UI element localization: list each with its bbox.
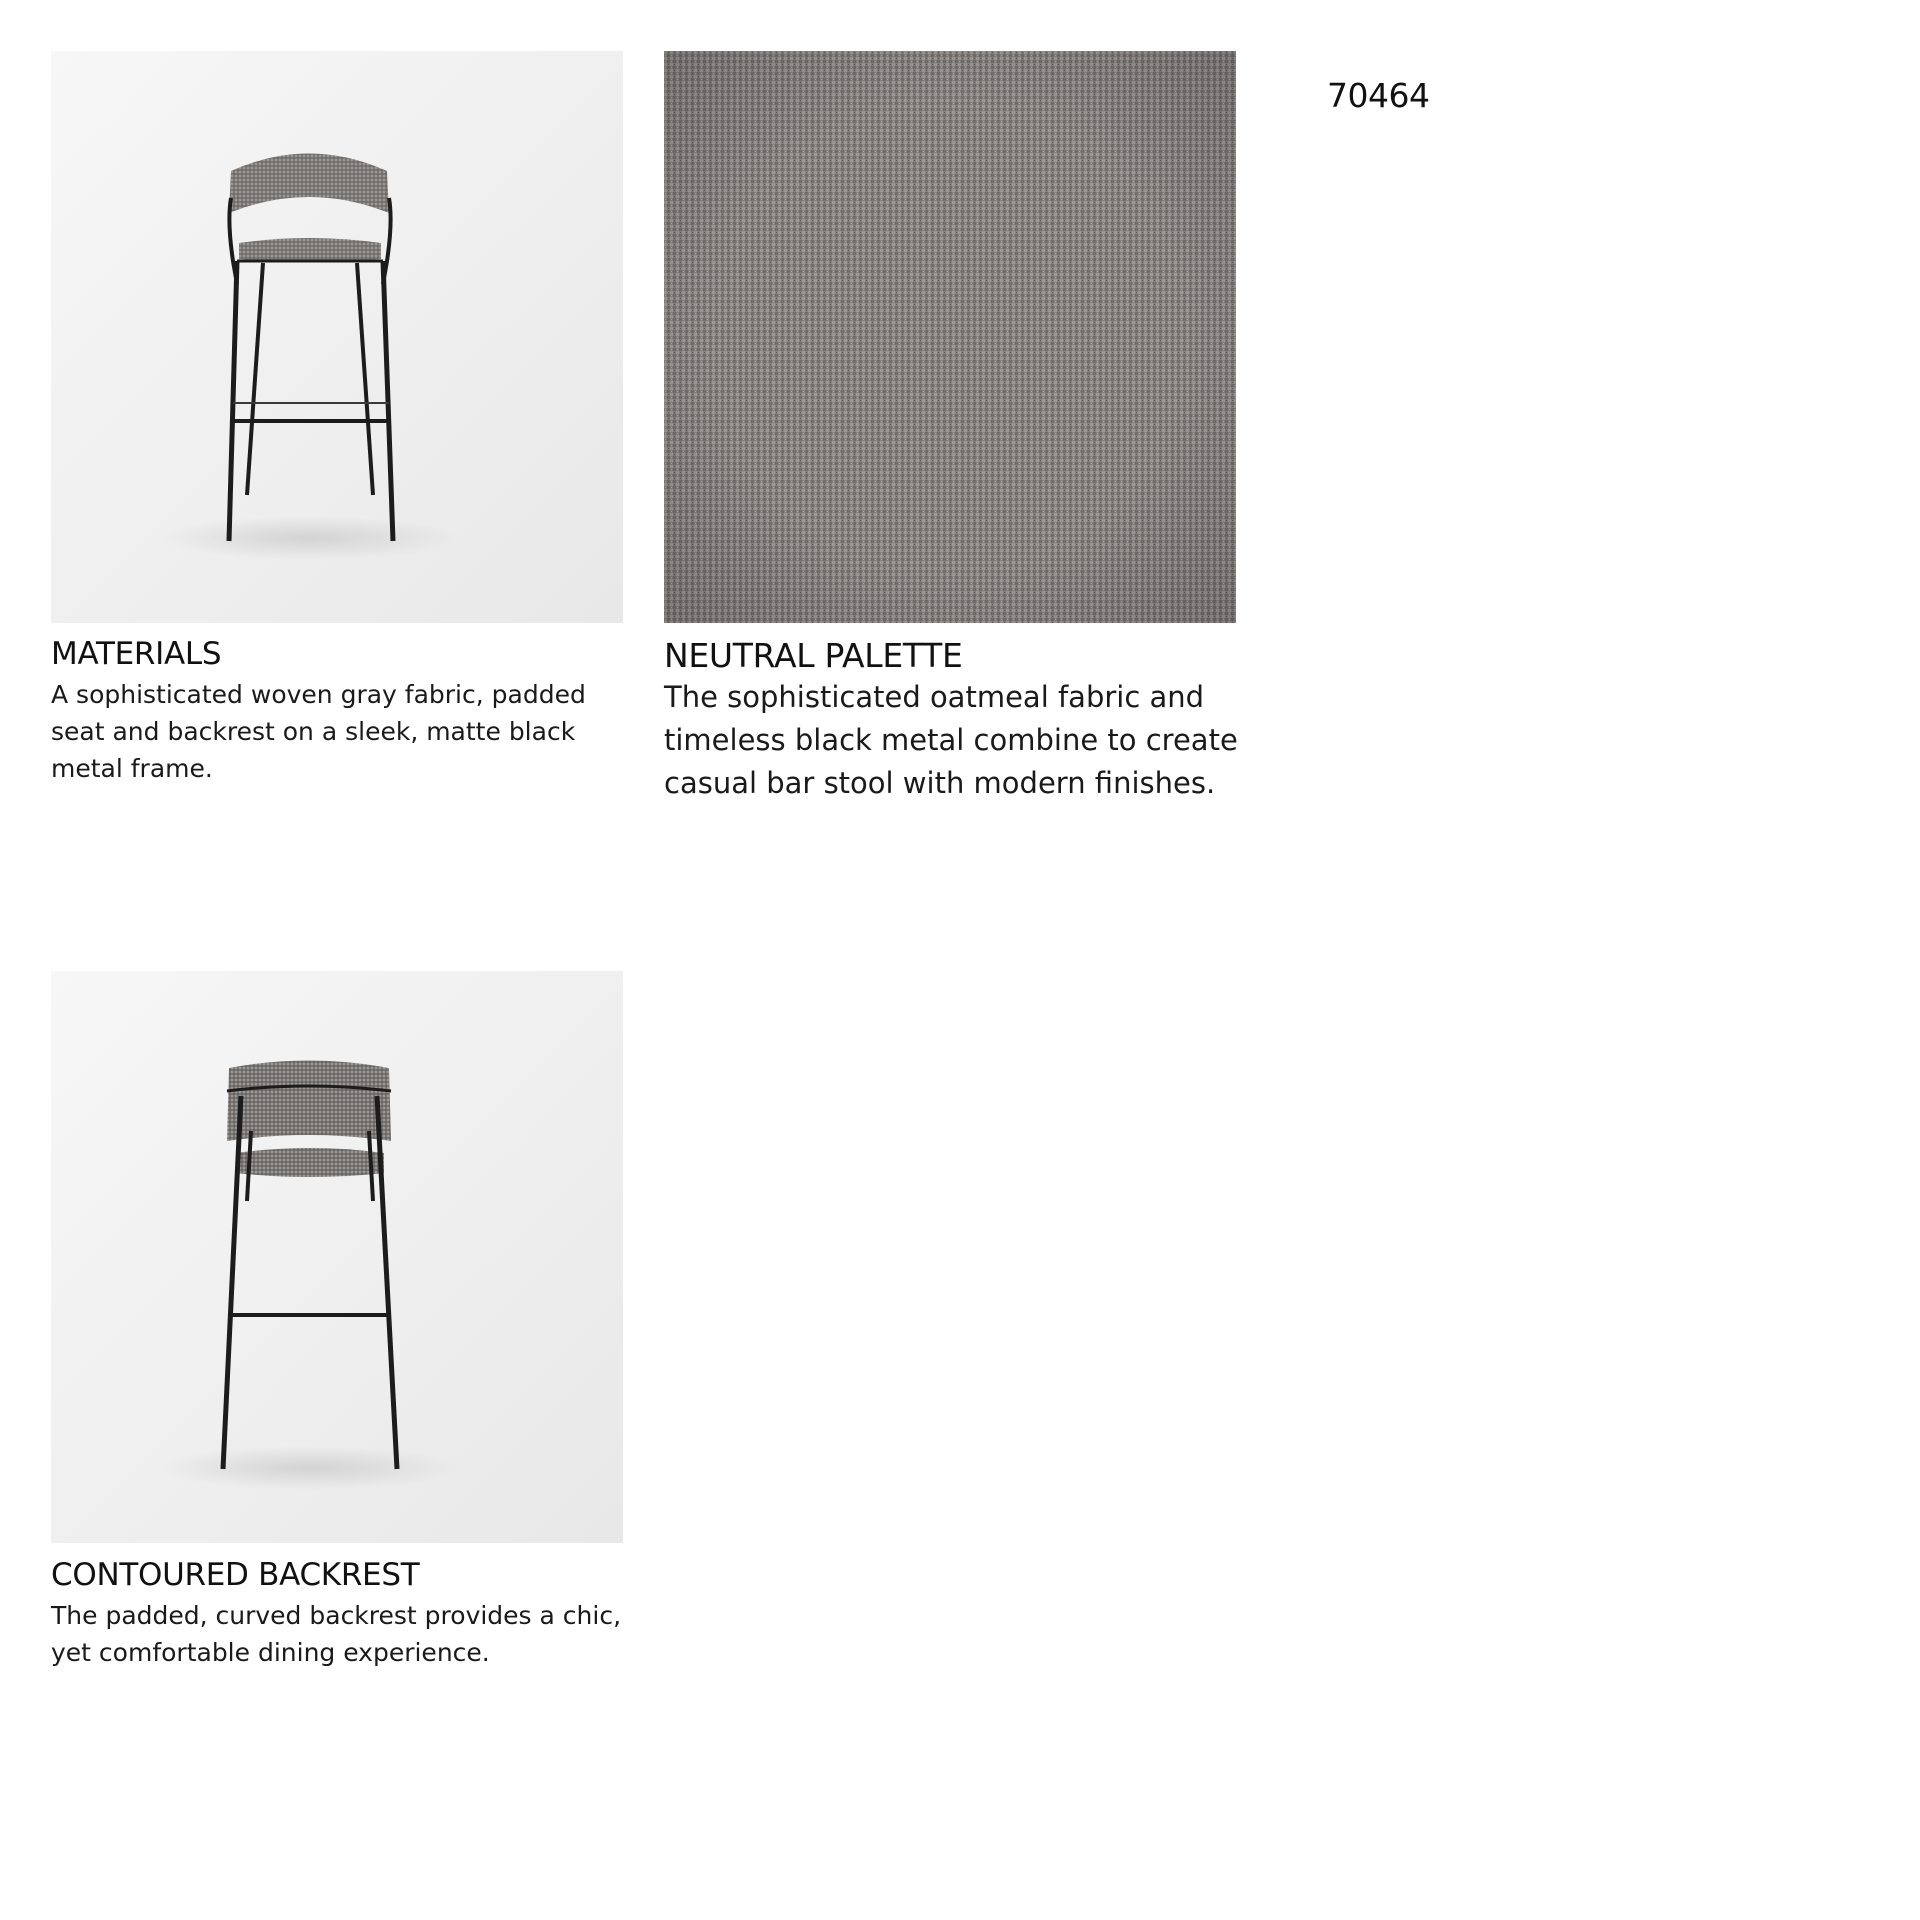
product-sku: 70464 xyxy=(1327,76,1430,115)
card-description-materials: A sophisticated woven gray fabric, padded seat and backrest on a sleek, matte black metal frame. xyxy=(51,680,586,783)
card-title-contoured-backrest: CONTOURED BACKREST xyxy=(51,1557,420,1593)
card-description-contoured-backrest: The padded, curved backrest provides a chic, yet comfortable dining experience. xyxy=(51,1601,622,1667)
product-photo-back xyxy=(51,971,623,1543)
fabric-swatch-image xyxy=(664,51,1236,623)
card-description-neutral-palette: The sophisticated oatmeal fabric and timeless black metal combine to create casual bar stool with modern finishes. xyxy=(664,680,1238,800)
card-title-materials: MATERIALS xyxy=(51,636,222,672)
card-title-neutral-palette: NEUTRAL PALETTE xyxy=(664,636,963,675)
product-photo-front xyxy=(51,51,623,623)
